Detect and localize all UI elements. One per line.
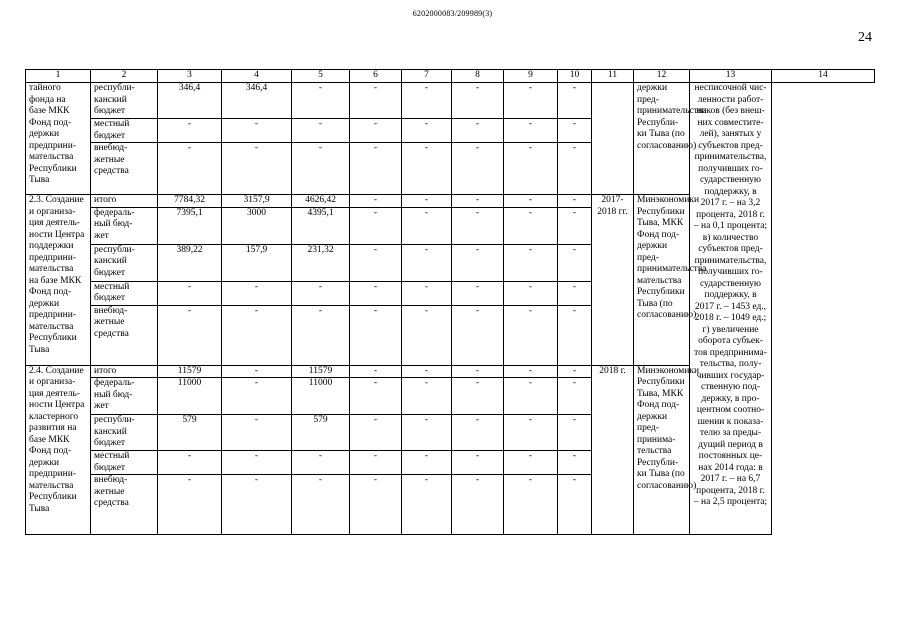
col-header: 9 xyxy=(504,70,558,83)
col-header: 13 xyxy=(690,70,772,83)
value-cell: 11000 xyxy=(292,378,350,415)
value-cell: - xyxy=(452,305,504,365)
funding-source-cell: республи- канский бюджет xyxy=(91,244,158,281)
value-cell: - xyxy=(504,378,558,415)
value-cell: - xyxy=(452,415,504,451)
document-id: 6202000083/209989(3) xyxy=(412,9,493,18)
value-cell: - xyxy=(350,83,402,119)
value-cell: 11579 xyxy=(292,365,350,378)
table-body xyxy=(26,83,875,535)
value-cell: - xyxy=(452,119,504,143)
value-cell: - xyxy=(504,281,558,305)
value-cell: 3000 xyxy=(222,207,292,244)
value-cell: - xyxy=(402,365,452,378)
value-cell: - xyxy=(222,119,292,143)
col-header: 12 xyxy=(634,70,690,83)
value-cell: - xyxy=(350,119,402,143)
value-cell: - xyxy=(452,207,504,244)
value-cell: - xyxy=(222,451,292,475)
value-cell: - xyxy=(558,305,592,365)
value-cell: - xyxy=(402,451,452,475)
value-cell: - xyxy=(558,365,592,378)
activity-name-cell: тайного фонда на базе МКК Фонд под- держки предприни- мательства Республики Тыва xyxy=(26,83,91,195)
value-cell: - xyxy=(222,378,292,415)
funding-source-cell: республи- канский бюджет xyxy=(91,83,158,119)
value-cell: - xyxy=(158,281,222,305)
value-cell: - xyxy=(558,281,592,305)
value-cell: - xyxy=(558,119,592,143)
value-cell: - xyxy=(452,244,504,281)
value-cell: - xyxy=(350,281,402,305)
col-header: 1 xyxy=(26,70,91,83)
value-cell: - xyxy=(158,475,222,535)
value-cell: - xyxy=(504,475,558,535)
period-cell: 2018 г. xyxy=(592,365,634,535)
value-cell: 4626,42 xyxy=(292,195,350,208)
value-cell: - xyxy=(222,281,292,305)
value-cell: - xyxy=(504,244,558,281)
value-cell: 4395,1 xyxy=(292,207,350,244)
value-cell: - xyxy=(558,378,592,415)
value-cell: - xyxy=(452,83,504,119)
value-cell: - xyxy=(504,119,558,143)
value-cell: - xyxy=(158,451,222,475)
value-cell: - xyxy=(558,195,592,208)
value-cell: - xyxy=(292,143,350,195)
value-cell: - xyxy=(222,365,292,378)
activity-name-cell: 2.3. Создание и организа- ция деятель- ности Центра поддержки предприни- мательства на базе МКК Фонд под- держки предприни- мательства Республики Тыва xyxy=(26,195,91,366)
value-cell: - xyxy=(452,451,504,475)
value-cell: - xyxy=(222,415,292,451)
value-cell: - xyxy=(452,378,504,415)
value-cell: - xyxy=(292,281,350,305)
col-header: 14 xyxy=(772,70,875,83)
col-header: 6 xyxy=(350,70,402,83)
budget-table xyxy=(25,69,875,535)
funding-source-cell: местный бюджет xyxy=(91,281,158,305)
value-cell: - xyxy=(402,281,452,305)
value-cell: - xyxy=(222,305,292,365)
value-cell: - xyxy=(504,305,558,365)
value-cell: 579 xyxy=(158,415,222,451)
funding-source-cell: итого xyxy=(91,195,158,208)
value-cell: - xyxy=(402,143,452,195)
value-cell: - xyxy=(350,415,402,451)
value-cell: - xyxy=(452,365,504,378)
col-header: 5 xyxy=(292,70,350,83)
period-cell xyxy=(592,83,634,195)
value-cell: 231,32 xyxy=(292,244,350,281)
value-cell: - xyxy=(402,195,452,208)
value-cell: - xyxy=(292,305,350,365)
value-cell: - xyxy=(558,207,592,244)
col-header: 8 xyxy=(452,70,504,83)
value-cell: - xyxy=(402,83,452,119)
value-cell: - xyxy=(350,207,402,244)
value-cell: 3157,9 xyxy=(222,195,292,208)
value-cell: 346,4 xyxy=(222,83,292,119)
funding-source-cell: внебюд- жетные средства xyxy=(91,475,158,535)
page-number: 24 xyxy=(858,30,872,45)
responsible-cell: держки пред- принимательства Республи- ки Тыва (по согласованию) xyxy=(634,83,690,195)
value-cell: 7395,1 xyxy=(158,207,222,244)
value-cell: - xyxy=(402,378,452,415)
value-cell: - xyxy=(350,451,402,475)
value-cell: - xyxy=(558,475,592,535)
value-cell: - xyxy=(504,451,558,475)
value-cell: - xyxy=(402,244,452,281)
value-cell: - xyxy=(402,207,452,244)
value-cell: - xyxy=(504,143,558,195)
funding-source-cell: федераль- ный бюд- жет xyxy=(91,378,158,415)
activity-name-cell: 2.4. Создание и организа- ция деятель- ности Центра кластерного развития на базе МКК Фонд под- держки предприни- мательства Республики Тыва xyxy=(26,365,91,535)
value-cell: - xyxy=(504,415,558,451)
col-header: 7 xyxy=(402,70,452,83)
value-cell: - xyxy=(350,378,402,415)
value-cell: - xyxy=(504,365,558,378)
value-cell: - xyxy=(158,305,222,365)
value-cell: - xyxy=(350,475,402,535)
value-cell: - xyxy=(158,143,222,195)
value-cell: - xyxy=(558,83,592,119)
value-cell: 11579 xyxy=(158,365,222,378)
funding-source-cell: федераль- ный бюд- жет xyxy=(91,207,158,244)
value-cell: - xyxy=(350,305,402,365)
period-cell: 2017- 2018 гг. xyxy=(592,195,634,366)
value-cell: - xyxy=(350,195,402,208)
value-cell: - xyxy=(292,475,350,535)
expected-results-cell: несписочной чис- ленности работ- ников (без внеш- них совместите- лей), занятых у субъектов пред- принимательства, получивших го- сударственную поддержку, в 2017 г. – на 3,2 процента, 2018 г. – на 0,1 процента; в) количество субъектов пред- принимательства, получивших го- сударственную поддержку, в 2017 г. – 1453 ед., 2018 г. – 1049 ед.; г) увеличение оборота субъек- тов предпринима- тельства, полу- чивших государ- ственную под- держку, в про- центном соотно- шении к показа- телю за преды- дущий период в постоянных це- нах 2014 года: в 2017 г. – на 6,7 процента, 2018 г. – на 2,5 процента; xyxy=(690,83,772,535)
value-cell: - xyxy=(292,83,350,119)
value-cell: - xyxy=(222,475,292,535)
value-cell: - xyxy=(558,143,592,195)
value-cell: - xyxy=(558,415,592,451)
funding-source-cell: итого xyxy=(91,365,158,378)
value-cell: - xyxy=(504,207,558,244)
value-cell: - xyxy=(558,451,592,475)
col-header: 10 xyxy=(558,70,592,83)
value-cell: - xyxy=(452,281,504,305)
value-cell: - xyxy=(402,305,452,365)
value-cell: 389,22 xyxy=(158,244,222,281)
funding-source-cell: республи- канский бюджет xyxy=(91,415,158,451)
value-cell: - xyxy=(292,451,350,475)
column-number-row xyxy=(26,70,875,83)
funding-source-cell: местный бюджет xyxy=(91,119,158,143)
value-cell: 7784,32 xyxy=(158,195,222,208)
responsible-cell: Минэкономики Республики Тыва, МКК Фонд под- держки пред- принимательства мательства Республики Тыва (по согласованию) xyxy=(634,195,690,366)
value-cell: 11000 xyxy=(158,378,222,415)
value-cell: - xyxy=(402,119,452,143)
col-header: 11 xyxy=(592,70,634,83)
col-header: 2 xyxy=(91,70,158,83)
value-cell: - xyxy=(402,415,452,451)
value-cell: 346,4 xyxy=(158,83,222,119)
value-cell: - xyxy=(452,143,504,195)
responsible-cell: Минэкономики Республики Тыва, МКК Фонд под- держки пред- принима- тельства Республи- ки Тыва (по согласованию) xyxy=(634,365,690,535)
value-cell: - xyxy=(350,244,402,281)
funding-source-cell: внебюд- жетные средства xyxy=(91,143,158,195)
value-cell: - xyxy=(350,365,402,378)
value-cell: - xyxy=(222,143,292,195)
value-cell: - xyxy=(452,475,504,535)
col-header: 3 xyxy=(158,70,222,83)
value-cell: - xyxy=(292,119,350,143)
funding-source-cell: внебюд- жетные средства xyxy=(91,305,158,365)
funding-source-cell: местный бюджет xyxy=(91,451,158,475)
value-cell: - xyxy=(504,83,558,119)
value-cell: - xyxy=(558,244,592,281)
value-cell: - xyxy=(158,119,222,143)
value-cell: - xyxy=(402,475,452,535)
value-cell: 579 xyxy=(292,415,350,451)
value-cell: 157,9 xyxy=(222,244,292,281)
table-row xyxy=(26,83,875,119)
col-header: 4 xyxy=(222,70,292,83)
value-cell: - xyxy=(350,143,402,195)
value-cell: - xyxy=(452,195,504,208)
value-cell: - xyxy=(504,195,558,208)
